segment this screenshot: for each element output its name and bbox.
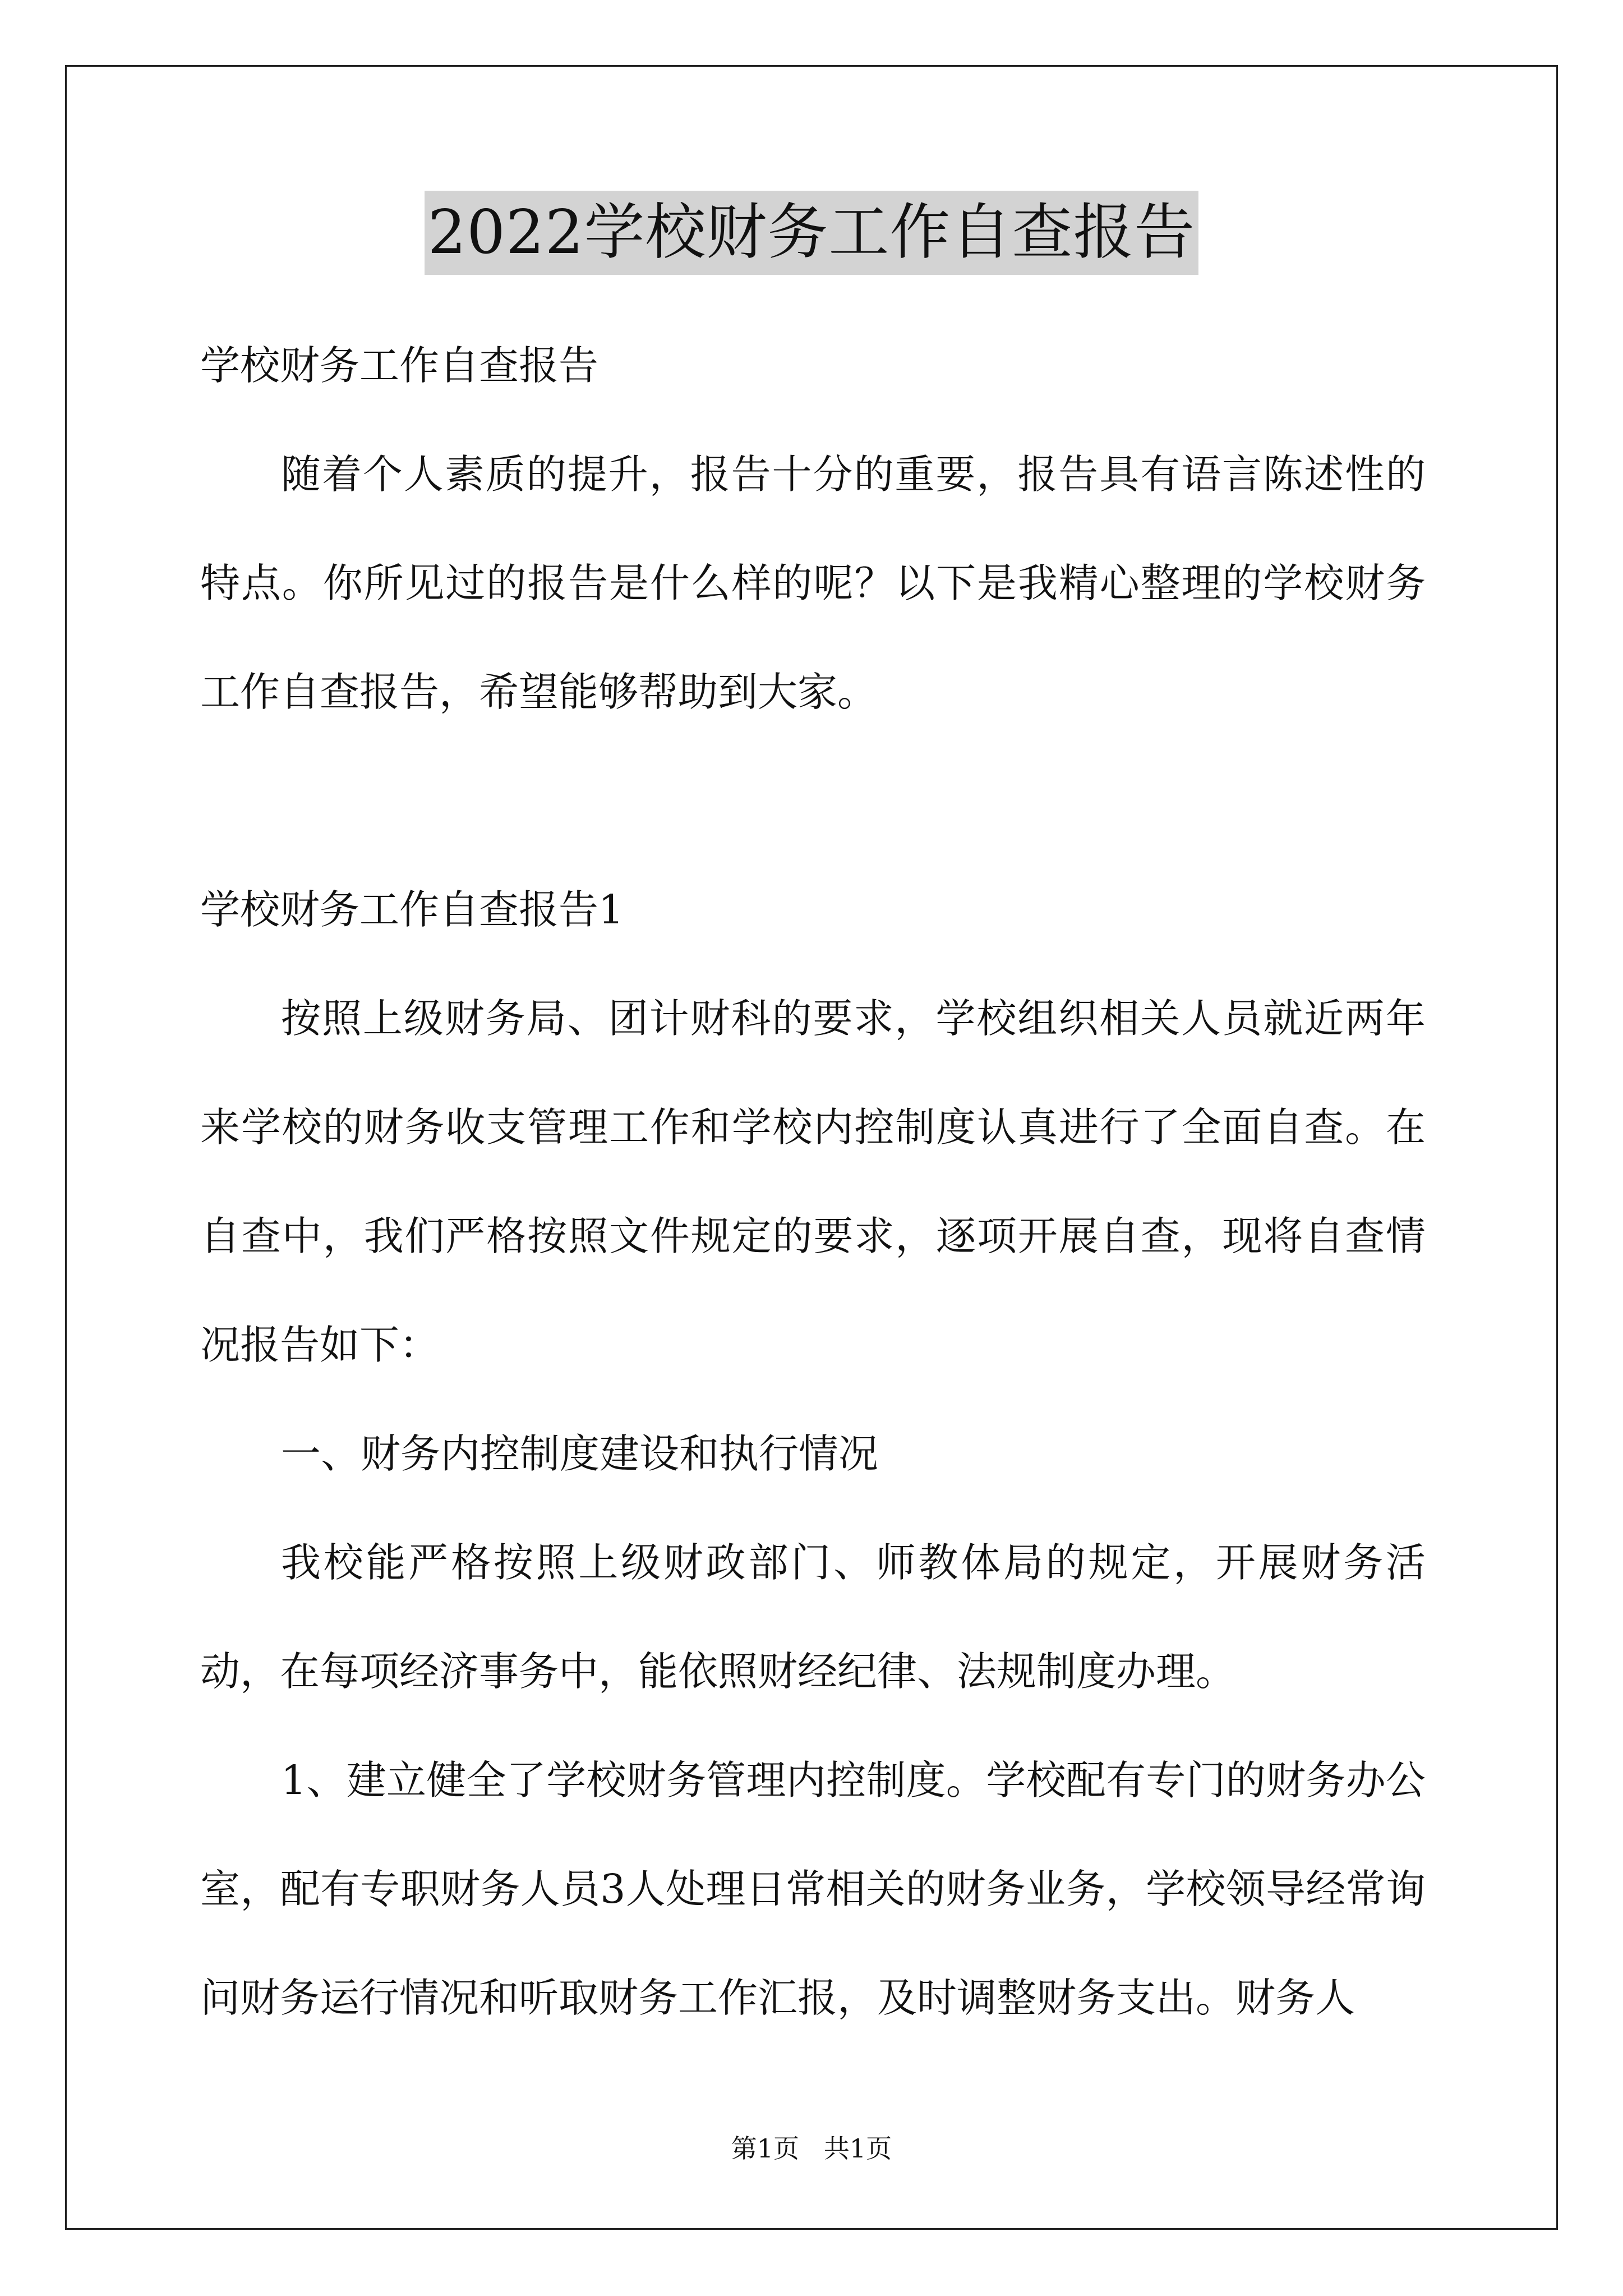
body-paragraph: 1、建立健全了学校财务管理内控制度。学校配有专门的财务办公室，配有专职财务人员3人处理日常相关的财务业务，学校领导经常询问财务运行情况和听取财务工作汇报，及时调整财务支出。财务人 — [200, 1757, 1426, 2021]
document-title: 2022学校财务工作自查报告 — [425, 191, 1199, 275]
blank-line — [200, 747, 1426, 855]
page-number: 第1页 共1页 — [731, 2133, 892, 2164]
document-body — [200, 311, 1426, 2053]
report-heading: 学校财务工作自查报告1 — [200, 886, 624, 933]
title-container — [0, 191, 1623, 275]
section-heading: 学校财务工作自查报告 — [200, 342, 599, 389]
subsection-heading: 一、财务内控制度建设和执行情况 — [281, 1430, 879, 1477]
body-paragraph: 按照上级财务局、团计财科的要求，学校组织相关人员就近两年来学校的财务收支管理工作和学校内控制度认真进行了全面自查。在自查中，我们严格按照文件规定的要求，逐项开展自查，现将自查情况报告如下： — [200, 995, 1426, 1368]
intro-paragraph: 随着个人素质的提升，报告十分的重要，报告具有语言陈述性的特点。你所见过的报告是什么样的呢？以下是我精心整理的学校财务工作自查报告，希望能够帮助到大家。 — [200, 451, 1426, 715]
body-paragraph: 我校能严格按照上级财政部门、师教体局的规定，开展财务活动，在每项经济事务中，能依照财经纪律、法规制度办理。 — [200, 1539, 1426, 1695]
